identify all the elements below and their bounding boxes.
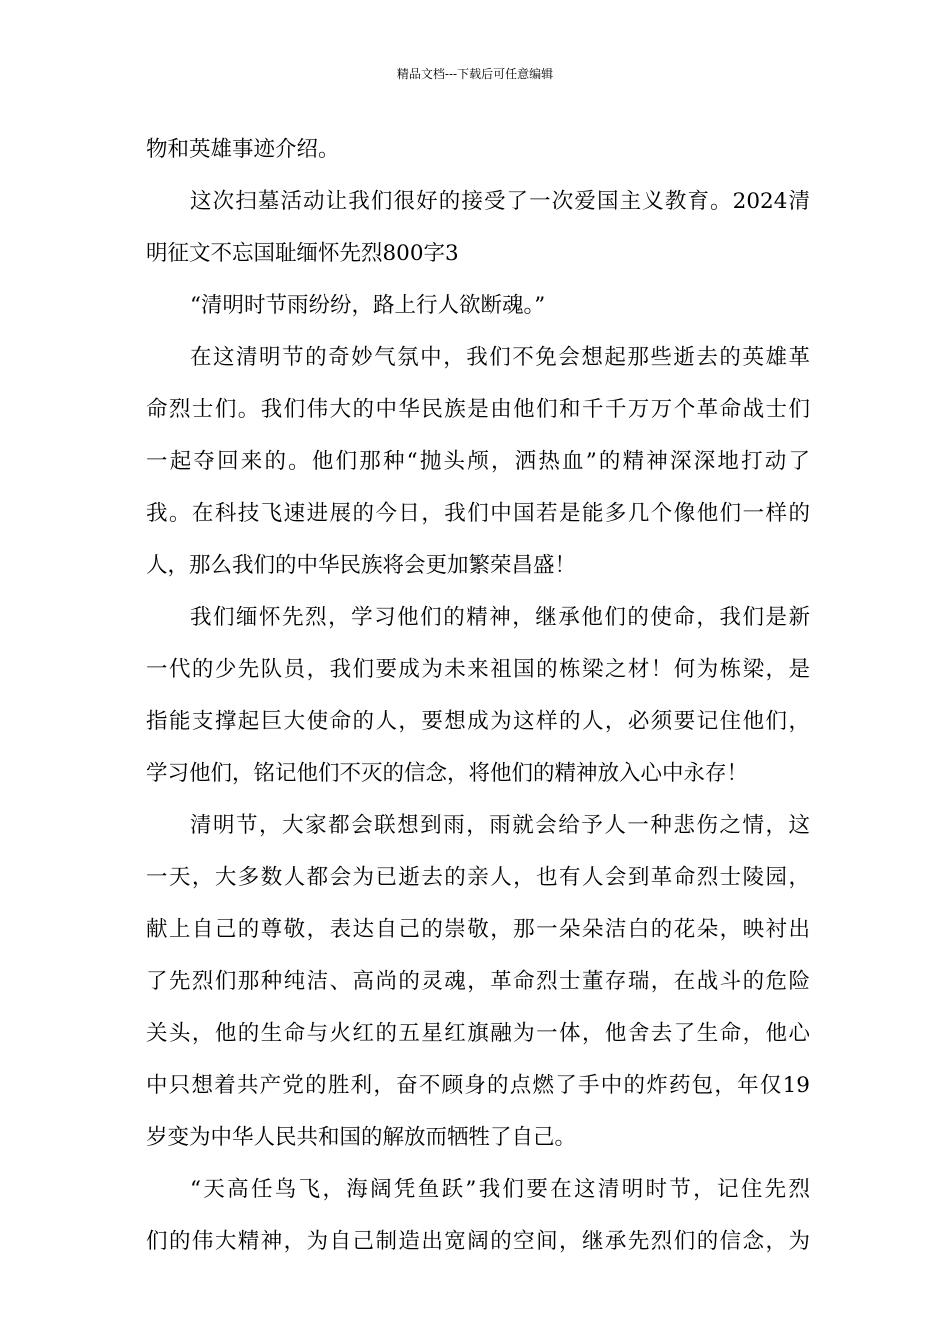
text-line: “天高任鸟飞，海阔凭鱼跃”我们要在这清明时节，记住先烈 xyxy=(190,1177,810,1202)
text-line: 物和英雄事迹介绍。 xyxy=(146,137,340,162)
text-line: 我。在科技飞速进展的今日，我们中国若是能多几个像他们一样的 xyxy=(146,501,810,526)
text-line: 指能支撑起巨大使命的人，要想成为这样的人，必须要记住他们， xyxy=(146,709,810,734)
text-line: 一起夺回来的。他们那种“抛头颅，洒热血”的精神深深地打动了 xyxy=(146,449,810,474)
text-line: 们的伟大精神，为自己制造出宽阔的空间，继承先烈们的信念，为 xyxy=(146,1229,810,1254)
text-line: “清明时节雨纷纷，路上行人欲断魂。” xyxy=(190,293,546,318)
text-line: 岁变为中华人民共和国的解放而牺牲了自己。 xyxy=(146,1125,577,1150)
text-line: 中只想着共产党的胜利，奋不顾身的点燃了手中的炸药包，年仅19 xyxy=(146,1073,810,1098)
text-line: 我们缅怀先烈，学习他们的精神，继承他们的使命，我们是新 xyxy=(190,605,810,630)
text-line: 人，那么我们的中华民族将会更加繁荣昌盛！ xyxy=(146,553,577,578)
text-line: 献上自己的尊敬，表达自己的崇敬，那一朵朵洁白的花朵，映衬出 xyxy=(146,917,810,942)
text-line: 学习他们，铭记他们不灭的信念，将他们的精神放入心中永存！ xyxy=(146,761,749,786)
text-line: 一代的少先队员，我们要成为未来祖国的栋梁之材！何为栋梁，是 xyxy=(146,657,810,682)
text-line: 关头，他的生命与火红的五星红旗融为一体，他舍去了生命，他心 xyxy=(146,1021,810,1046)
text-line: 一天，大多数人都会为已逝去的亲人，也有人会到革命烈士陵园， xyxy=(146,865,810,890)
text-line: 命烈士们。我们伟大的中华民族是由他们和千千万万个革命战士们 xyxy=(146,397,810,422)
page-header: 精品文档---下载后可任意编辑 xyxy=(396,67,554,81)
text-line: 这次扫墓活动让我们很好的接受了一次爱国主义教育。2024清 xyxy=(190,189,810,214)
text-line: 在这清明节的奇妙气氛中，我们不免会想起那些逝去的英雄革 xyxy=(190,345,810,370)
text-line: 清明节，大家都会联想到雨，雨就会给予人一种悲伤之情，这 xyxy=(190,813,810,838)
text-line: 了先烈们那种纯洁、高尚的灵魂，革命烈士董存瑞，在战斗的危险 xyxy=(146,969,810,994)
text-line: 明征文不忘国耻缅怀先烈800字3 xyxy=(146,241,459,266)
